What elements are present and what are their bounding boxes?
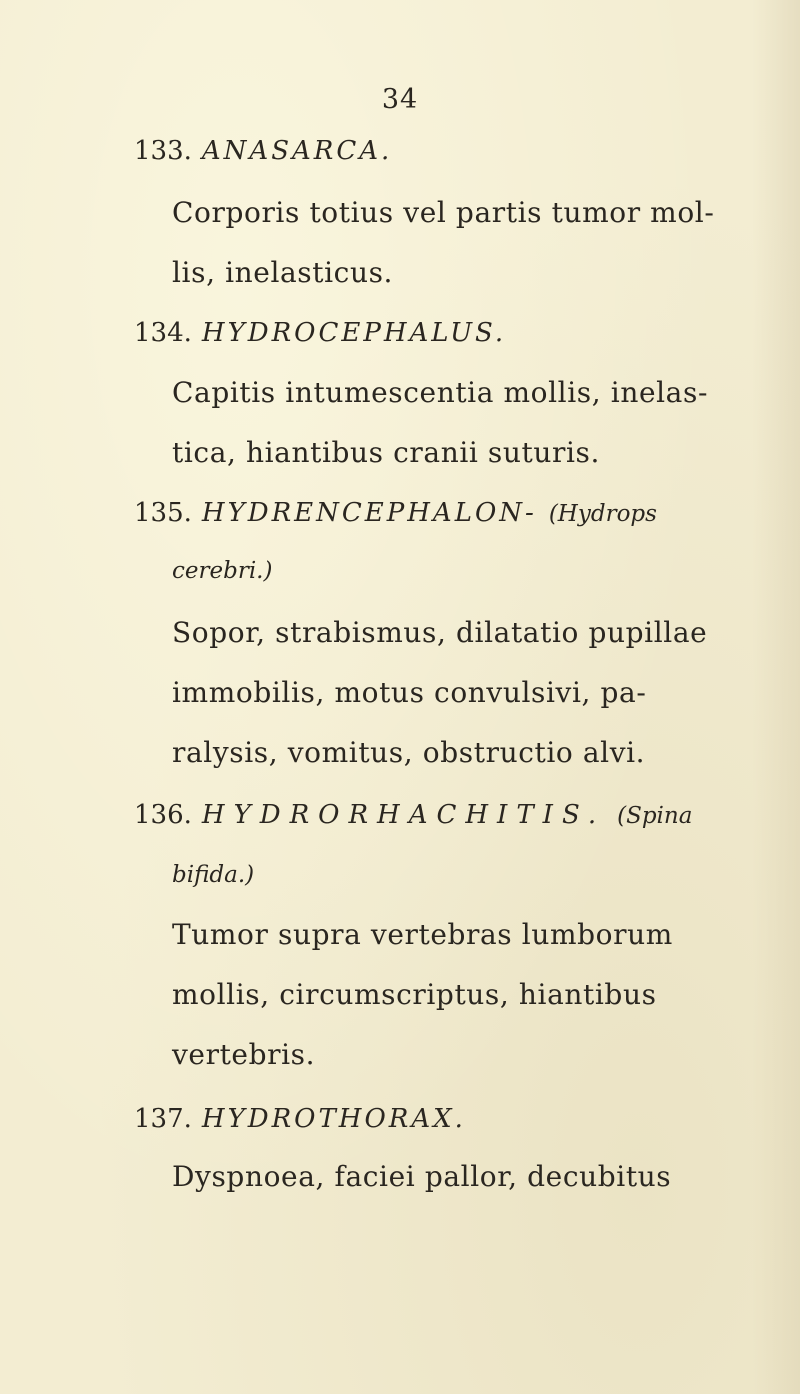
entry-text-line: Tumor supra vertebras lumborum xyxy=(172,918,673,951)
entry-text-line: ralysis, vomitus, obstructio alvi. xyxy=(172,736,646,769)
entry-number: 137. xyxy=(134,1104,192,1134)
entry-term: HYDRENCEPHALON- xyxy=(201,498,537,528)
entry-gloss-continuation: cerebri.) xyxy=(172,558,273,584)
entry-gloss-continuation: bifida.) xyxy=(172,862,255,888)
entry-text-line: immobilis, motus convulsivi, pa- xyxy=(172,676,647,709)
entry-heading xyxy=(134,1104,466,1134)
entry-heading xyxy=(134,498,657,528)
entry-term: ANASARCA. xyxy=(201,136,393,166)
entry-text-line: Sopor, strabismus, dilatatio pupillae xyxy=(172,616,708,649)
entry-gloss: (Hydrops xyxy=(548,501,657,527)
entry-text-line: Capitis intumescentia mollis, inelas- xyxy=(172,376,709,409)
entry-heading xyxy=(134,800,692,830)
entry-number: 133. xyxy=(134,136,192,166)
entry-number: 134. xyxy=(134,318,192,348)
entry-gloss: (Spina xyxy=(617,803,693,829)
entry-text-line: vertebris. xyxy=(172,1038,316,1071)
entry-heading xyxy=(134,318,506,348)
entry-number: 136. xyxy=(134,800,192,830)
entry-text-line: tica, hiantibus cranii suturis. xyxy=(172,436,601,469)
entry-text-line: mollis, circumscriptus, hiantibus xyxy=(172,978,657,1011)
entry-term: HYDROCEPHALUS. xyxy=(201,318,507,348)
page-number: 34 xyxy=(381,84,419,115)
entry-heading xyxy=(134,136,392,166)
entry-text-line: Dyspnoea, faciei pallor, decubitus xyxy=(172,1160,672,1193)
entry-text-line: lis, inelasticus. xyxy=(172,256,394,289)
entry-term: HYDRORHACHITIS. xyxy=(201,800,606,830)
entry-number: 135. xyxy=(134,498,192,528)
entry-term: HYDROTHORAX. xyxy=(201,1104,466,1134)
entry-text-line: Corporis totius vel partis tumor mol- xyxy=(172,196,715,229)
